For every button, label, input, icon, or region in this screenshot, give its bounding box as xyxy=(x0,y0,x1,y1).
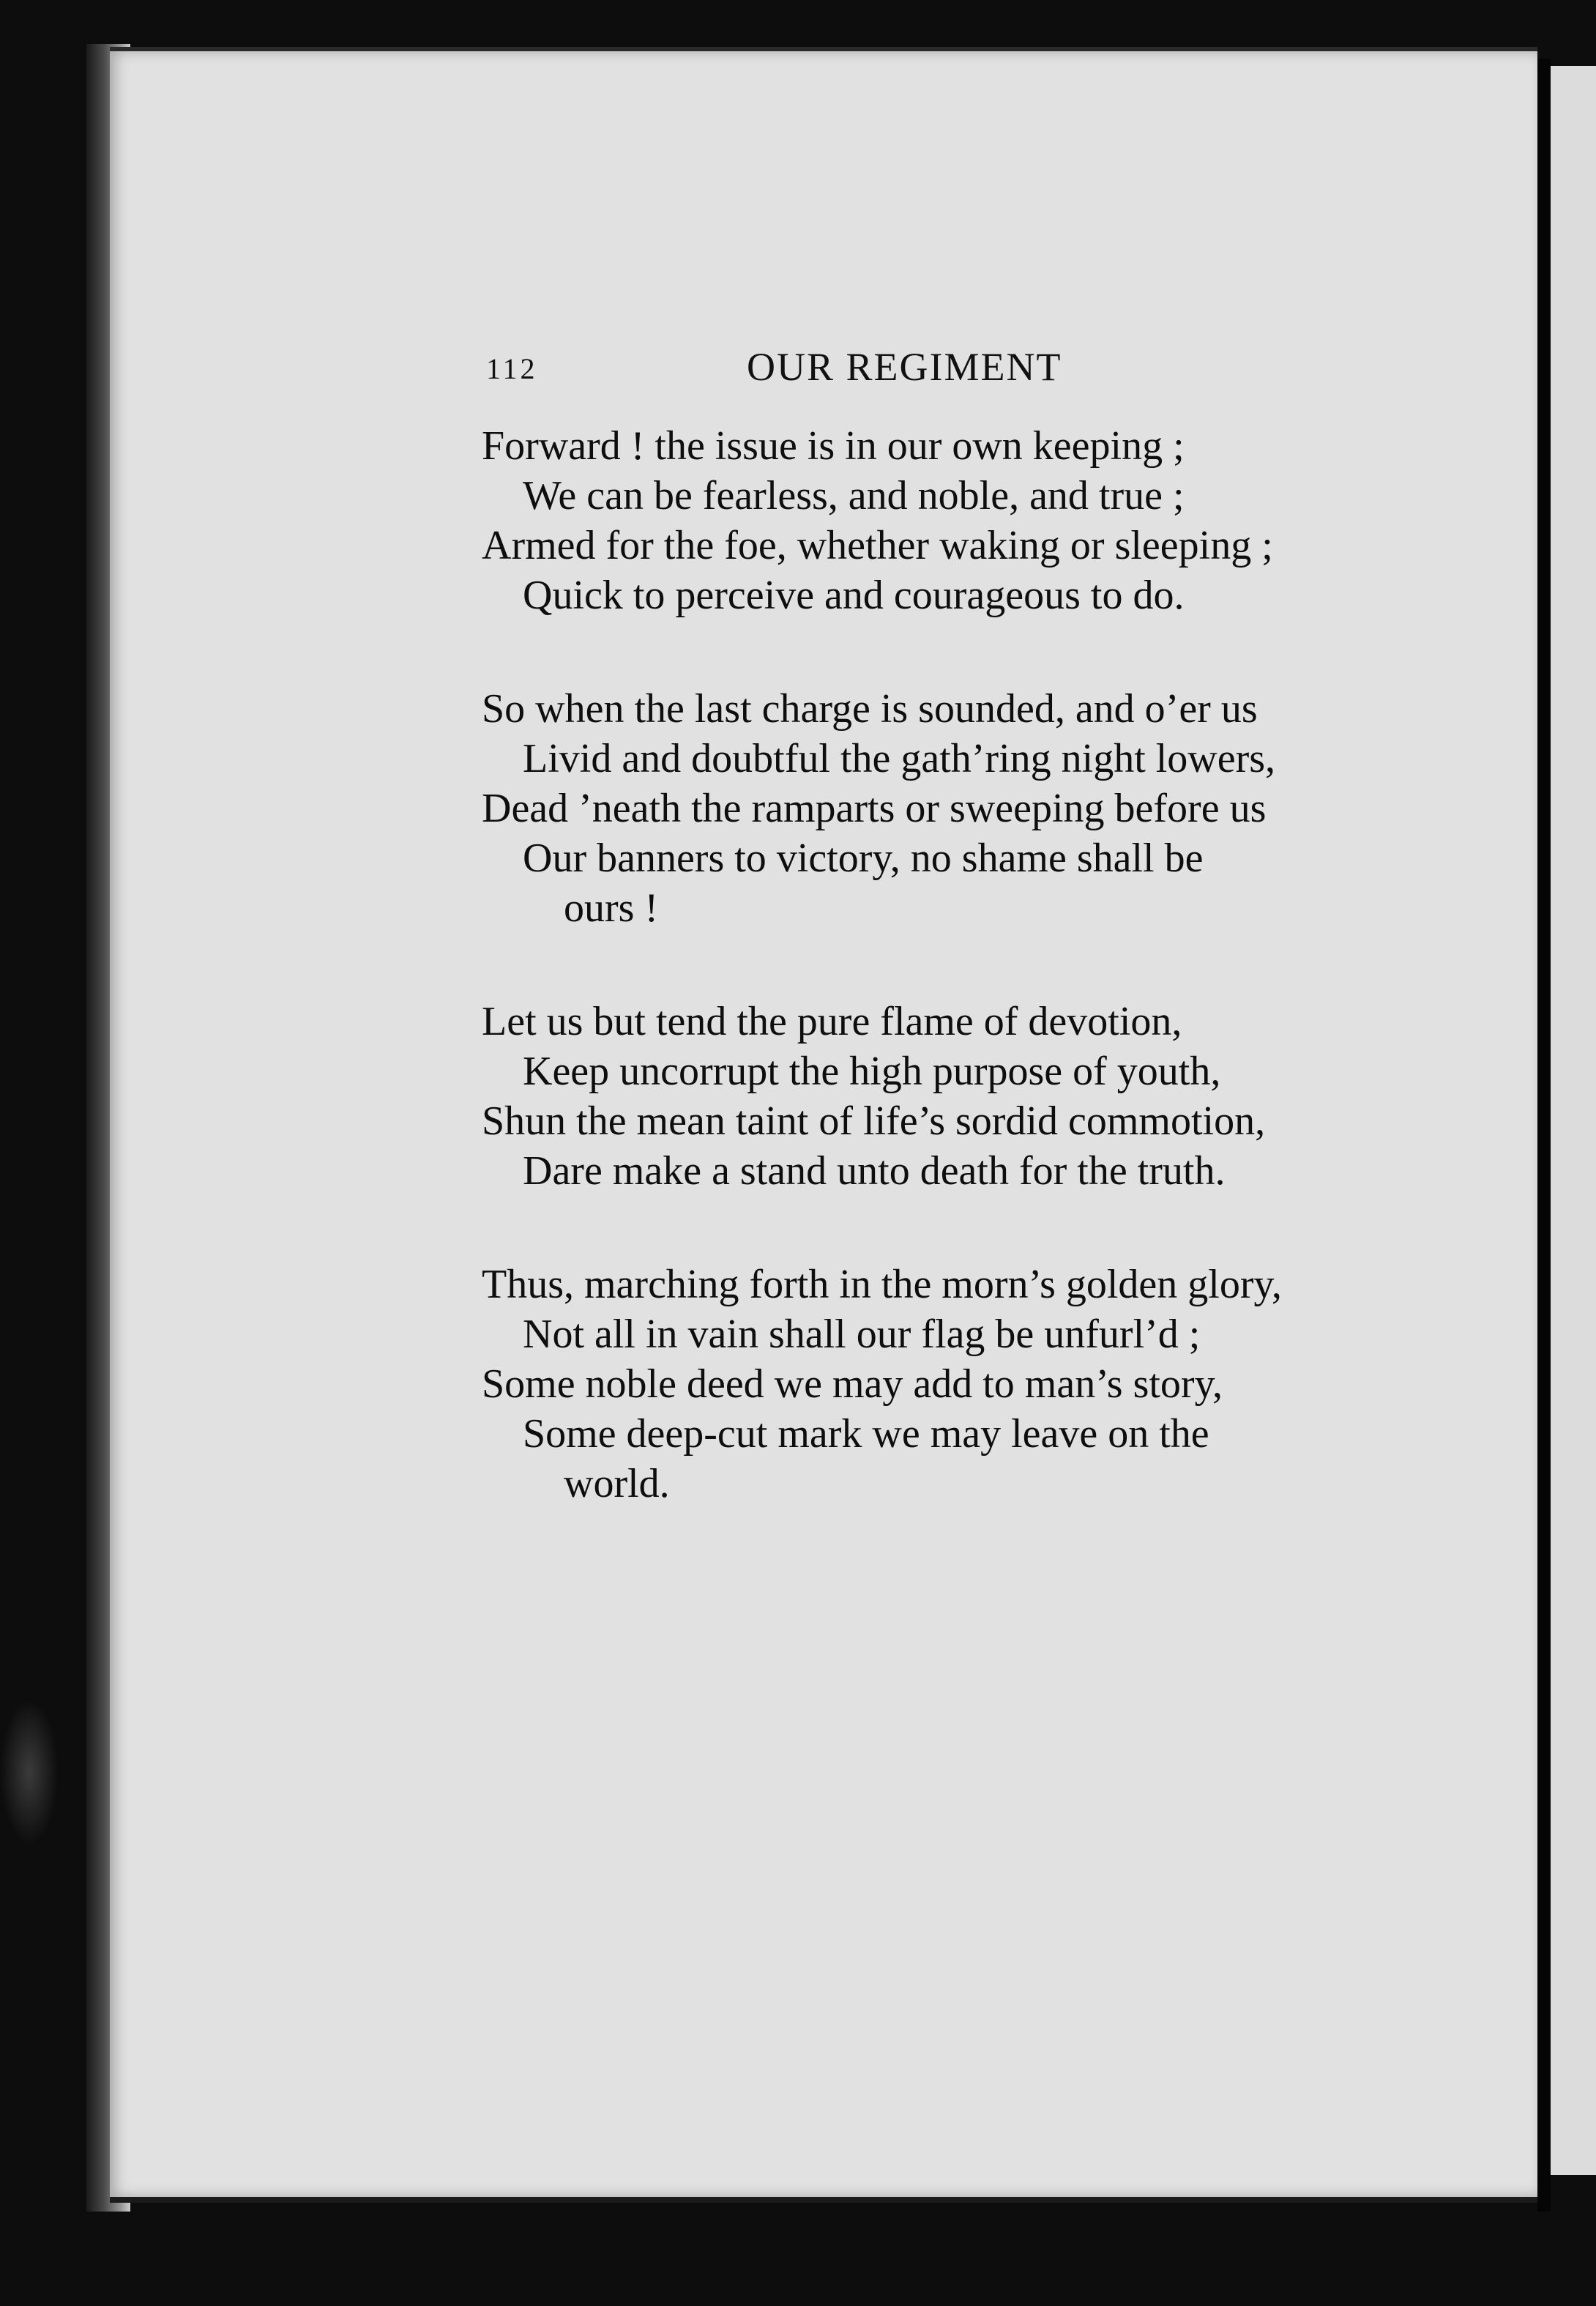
poem-line: Dare make a stand unto death for the truth. xyxy=(523,1148,1226,1194)
poem-line: Some noble deed we may add to man’s story, xyxy=(482,1361,1223,1407)
poem-line: Shun the mean taint of life’s sordid commotion, xyxy=(482,1098,1266,1144)
facing-page-gutter xyxy=(1537,59,1551,2212)
poem-line: ours ! xyxy=(564,885,659,931)
poem-line: Let us but tend the pure flame of devotion, xyxy=(482,999,1182,1044)
poem-line: Thus, marching forth in the morn’s golden glory, xyxy=(482,1262,1282,1307)
poem-line: Some deep-cut mark we may leave on the xyxy=(523,1411,1209,1457)
poem-line: Quick to perceive and courageous to do. xyxy=(523,573,1185,618)
facing-page-edge xyxy=(1551,66,1596,2175)
scan-stain xyxy=(0,1699,59,1845)
stanza-3 xyxy=(482,997,1390,1196)
poem-line: Livid and doubtful the gath’ring night lowers, xyxy=(523,736,1276,781)
stanza-1 xyxy=(482,421,1390,620)
stanza-4 xyxy=(482,1260,1390,1509)
running-head xyxy=(486,344,1350,395)
poem-line: Armed for the foe, whether waking or sleeping ; xyxy=(482,523,1273,568)
page-number: 112 xyxy=(486,352,538,385)
poem-line: So when the last charge is sounded, and o’er us xyxy=(482,686,1258,732)
poem-line: Keep uncorrupt the high purpose of youth, xyxy=(523,1049,1221,1094)
stanza-2 xyxy=(482,684,1390,933)
poem-line: We can be fearless, and noble, and true ; xyxy=(523,473,1185,518)
running-title: OUR REGIMENT xyxy=(747,345,1062,389)
poem-line: Not all in vain shall our flag be unfurl’d ; xyxy=(523,1312,1201,1357)
poem xyxy=(482,421,1390,1572)
poem-line: Forward ! the issue is in our own keeping ; xyxy=(482,423,1185,469)
poem-line: Dead ’neath the ramparts or sweeping before us xyxy=(482,786,1267,831)
poem-line: world. xyxy=(564,1461,670,1506)
poem-line: Our banners to victory, no shame shall be xyxy=(523,836,1204,881)
